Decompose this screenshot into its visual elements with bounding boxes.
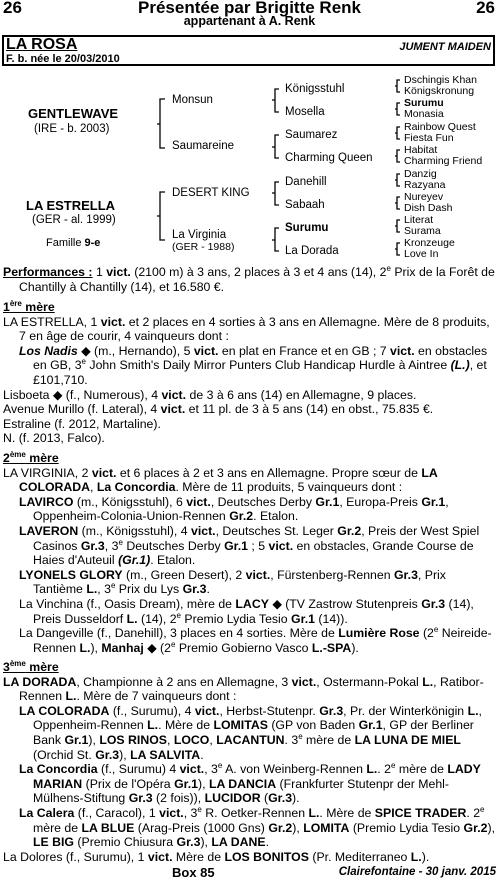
page-title: Présentée par Brigitte Renk <box>138 0 361 17</box>
page-number-right: 26 <box>476 0 495 17</box>
third-dam-section <box>3 660 496 864</box>
gen4-10: Razyana <box>404 179 446 191</box>
produce-la-dolores: La Dolores (f., Surumu), 1 vict. Mère de LOS BONITOS (Pr. Mediterraneo L.). <box>3 849 430 864</box>
box-number: Box 85 <box>172 865 215 880</box>
first-dam-text: LA ESTRELLA, 1 vict. et 2 places en 4 sorties à 3 ans en Allemagne. Mère de 8 produits, 7 en âge de courir, 4 vainqueurs dont : <box>3 314 490 344</box>
gen4-7: Habitat <box>404 144 438 156</box>
gen4-16: Love In <box>404 248 439 260</box>
gen4-12: Dish Dash <box>404 202 453 214</box>
first-dam-heading: 1ère mère <box>3 298 55 314</box>
produce-3: Avenue Murillo (f. Lateral), 4 vict. et 11 pl. de 3 à 5 ans (14) en obst., 75.835 €. <box>3 402 434 417</box>
horse-name: LA ROSA <box>6 36 78 53</box>
produce-laveron: LAVERON (m., Königsstuhl), 4 vict., Deutsches St. Leger Gr.2, Preis der West Spiel Casinos Gr.3, 3e Deutsches Derby Gr.1 ; 5 vict. en obstacles, Grande Course de Haies d'Auteuil (Gr.1). Etalon. <box>19 523 480 568</box>
gen4-13: Literat <box>404 214 434 226</box>
first-dam-section <box>3 300 496 446</box>
gen2-saumareine: Saumareine <box>172 140 235 152</box>
gen2-monsun: Monsun <box>172 94 213 106</box>
family-label: Famille <box>46 237 85 249</box>
gen4-15: Kronzeuge <box>404 237 455 249</box>
gen3-danehill: Danehill <box>285 176 327 188</box>
third-dam-heading: 3ème mère <box>3 658 59 674</box>
page-number-left: 26 <box>3 0 22 17</box>
pedigree-brackets <box>0 0 499 270</box>
gen2-la-virginia-info: (GER - 1988) <box>172 241 235 253</box>
dam-name: LA ESTRELLA <box>26 198 116 213</box>
produce-la-vinchina: La Vinchina (f., Oasis Dream), mère de LACY ◆ (TV Zastrow Stutenpreis Gr.3 (14), Preis Dusseldorf L. (14), 2e Premio Lydia Tesio Gr.1 (14)). <box>19 596 474 626</box>
produce-lyonels-glory: LYONELS GLORY (m., Green Desert), 2 vict., Fürstenberg-Rennen Gr.3, Prix Tantième L., 3e Prix du Lys Gr.3. <box>19 567 446 597</box>
produce-la-calera: La Calera (f., Caracol), 1 vict., 3e R. Oetker-Rennen L.. Mère de SPICE TRADER. 2e mère de LA BLUE (Arag-Preis (1000 Gns) Gr.2), LOMITA (Premio Lydia Tesio Gr.2), LE BIG (Premio Chiusura Gr.3), LA DANE. <box>19 804 495 850</box>
produce-4: Estraline (f. 2012, Martaline). <box>3 416 161 431</box>
produce-lavirco: LAVIRCO (m., Königsstuhl), 6 vict., Deutsches Derby Gr.1, Europa-Preis Gr.1, Oppenheim-Colonia-Union-Rennen Gr.2. Etalon. <box>19 494 449 524</box>
gen4-14: Surama <box>404 225 441 237</box>
gen4-8: Charming Friend <box>404 155 483 167</box>
performances-label: Performances : <box>3 265 93 279</box>
owner-line: appartenant à A. Renk <box>183 14 316 28</box>
performances: Performances : 1 vict. (2100 m) à 3 ans, 2 places à 3 et 4 ans (14), 2e Prix de la Forêt de Chantilly à Chantilly (14), et 16.580 €. <box>3 263 495 294</box>
gen4-11: Nureyev <box>404 191 444 203</box>
gen2-la-virginia: La Virginia <box>172 229 227 241</box>
produce-la-colorada: LA COLORADA (f., Surumu), 4 vict., Herbst-Stutenpr. Gr.3, Pr. der Winterkönigin L., Oppenheim-Rennen L.. Mère de LOMITAS (GP von Baden Gr.1, GP der Berliner Bank Gr.1), LOS RINOS, LOCO, LACANTUN. 3e mère de LA LUNA DE MIEL (Orchid St. Gr.3), LA SALVITA. <box>19 703 482 762</box>
gen3-saumarez: Saumarez <box>285 129 338 141</box>
gen3-la-dorada: La Dorada <box>285 245 339 257</box>
sale-place-date: Clairefontaine - 30 janv. 2015 <box>338 866 496 878</box>
gen4-1: Dschingis Khan <box>404 74 477 86</box>
dam-info: (GER - al. 1999) <box>32 214 116 226</box>
gen4-3: Surumu <box>404 97 444 109</box>
produce-2: Lisboeta ◆ (f., Numerous), 4 vict. de 3 à 6 ans (14) en Allemagne, 9 places. <box>3 387 417 402</box>
produce-la-concordia: La Concordia (f., Surumu) 4 vict., 3e A. von Weinberg-Rennen L.. 2e mère de LADY MARIAN (Prix de l'Opéra Gr.1), LA DANCIA (Frankfurter Stutenpr der Mehl-Mülhens-Stiftung Gr.3 (2 fois)), LUCIDOR (Gr.3). <box>19 761 481 806</box>
gen4-9: Danzig <box>404 168 437 180</box>
horse-info: F. b. née le 20/03/2010 <box>6 53 120 65</box>
produce-5: N. (f. 2013, Falco). <box>3 431 105 446</box>
family-number: 9-e <box>84 237 101 249</box>
gen3-charming-queen: Charming Queen <box>285 152 373 164</box>
sire-name: GENTLEWAVE <box>28 106 119 121</box>
gen4-5: Rainbow Quest <box>404 121 476 133</box>
gen4-4: Monasia <box>404 108 444 120</box>
second-dam-text: LA VIRGINIA, 2 vict. et 6 places à 2 et 3 ans en Allemagne. Propre sœur de LA COLORADA, La Concordia. Mère de 11 produits, 5 vainqueurs dont : <box>3 465 438 495</box>
gen3-surumu: Surumu <box>285 222 329 234</box>
produce-la-dangeville: La Dangeville (f., Danehill), 3 places en 4 sorties. Mère de Lumière Rose (2e Neireide-Rennen L.), Manhaj ◆ (2e Premio Gobierno Vasco L.-SPA). <box>19 625 492 655</box>
sire-info: (IRE - b. 2003) <box>34 123 110 135</box>
produce-1: Los Nadis ◆ (m., Hernando), 5 vict. en plat en France et en GB ; 7 vict. en obstacles en GB, 3e John Smith's Daily Mirror Punters Club Handicap Hurdle à Aintree (L.), et £101,710. <box>19 343 488 387</box>
gen4-2: Königskronung <box>404 85 475 97</box>
gen3-konigsstuhl: Königsstuhl <box>285 83 345 95</box>
gen3-mosella: Mosella <box>285 106 325 118</box>
gen4-6: Fiesta Fun <box>404 132 454 144</box>
third-dam-text: LA DORADA, Championne à 2 ans en Allemagne, 3 vict., Ostermann-Pokal L., Ratibor-Rennen L.. Mère de 7 vainqueurs dont : <box>3 674 484 704</box>
second-dam-section <box>3 451 496 655</box>
second-dam-heading: 2ème mère <box>3 449 59 465</box>
horse-kind: JUMENT MAIDEN <box>399 41 491 53</box>
gen2-desert-king: DESERT KING <box>172 187 250 199</box>
gen3-sabaah: Sabaah <box>285 199 325 211</box>
